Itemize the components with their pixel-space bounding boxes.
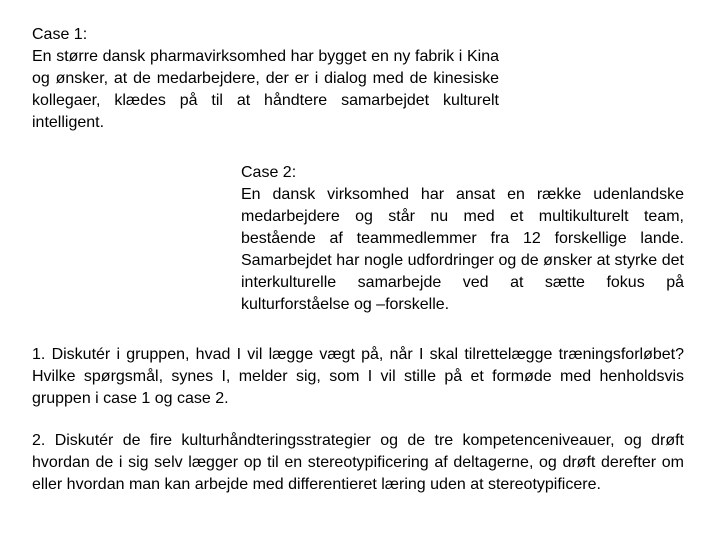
case-2-body: En dansk virksomhed har ansat en række udenlandske medarbejdere og står nu med et multikulturelt team, bestående af teammedlemmer fra 12 forskellige lande. Samarbejdet har nogle udfordringer og de ønsker at styrke det interkulturelle samarbejde ved at sætte fokus på kulturforståelse og –forskelle. bbox=[241, 186, 684, 313]
case-1-section bbox=[32, 24, 499, 134]
question-2 bbox=[32, 430, 684, 496]
case-1-heading: Case 1: bbox=[32, 26, 88, 43]
case-2-heading: Case 2: bbox=[241, 164, 297, 181]
case-1-body: En større dansk pharmavirksomhed har bygget en ny fabrik i Kina og ønsker, at de medarbejdere, der er i dialog med de kinesiske kollegaer, klædes på til at håndtere samarbejdet kulturelt intelligent. bbox=[32, 48, 499, 131]
case-2-section bbox=[241, 162, 684, 316]
question-2-text: 2. Diskutér de fire kulturhåndteringsstrategier og de tre kompetenceniveauer, og drøft hvordan de i sig selv lægger op til en stereotypificering af deltagerne, og drøft derefter om eller hvordan man kan arbejde med differentieret læring uden at stereotypificere. bbox=[32, 432, 684, 493]
question-1 bbox=[32, 344, 684, 410]
question-1-text: 1. Diskutér i gruppen, hvad I vil lægge vægt på, når I skal tilrettelægge træningsforløbet? Hvilke spørgsmål, synes I, melder sig, som I vil stille på et formøde med henholdsvis gruppen i case 1 og case 2. bbox=[32, 346, 684, 407]
